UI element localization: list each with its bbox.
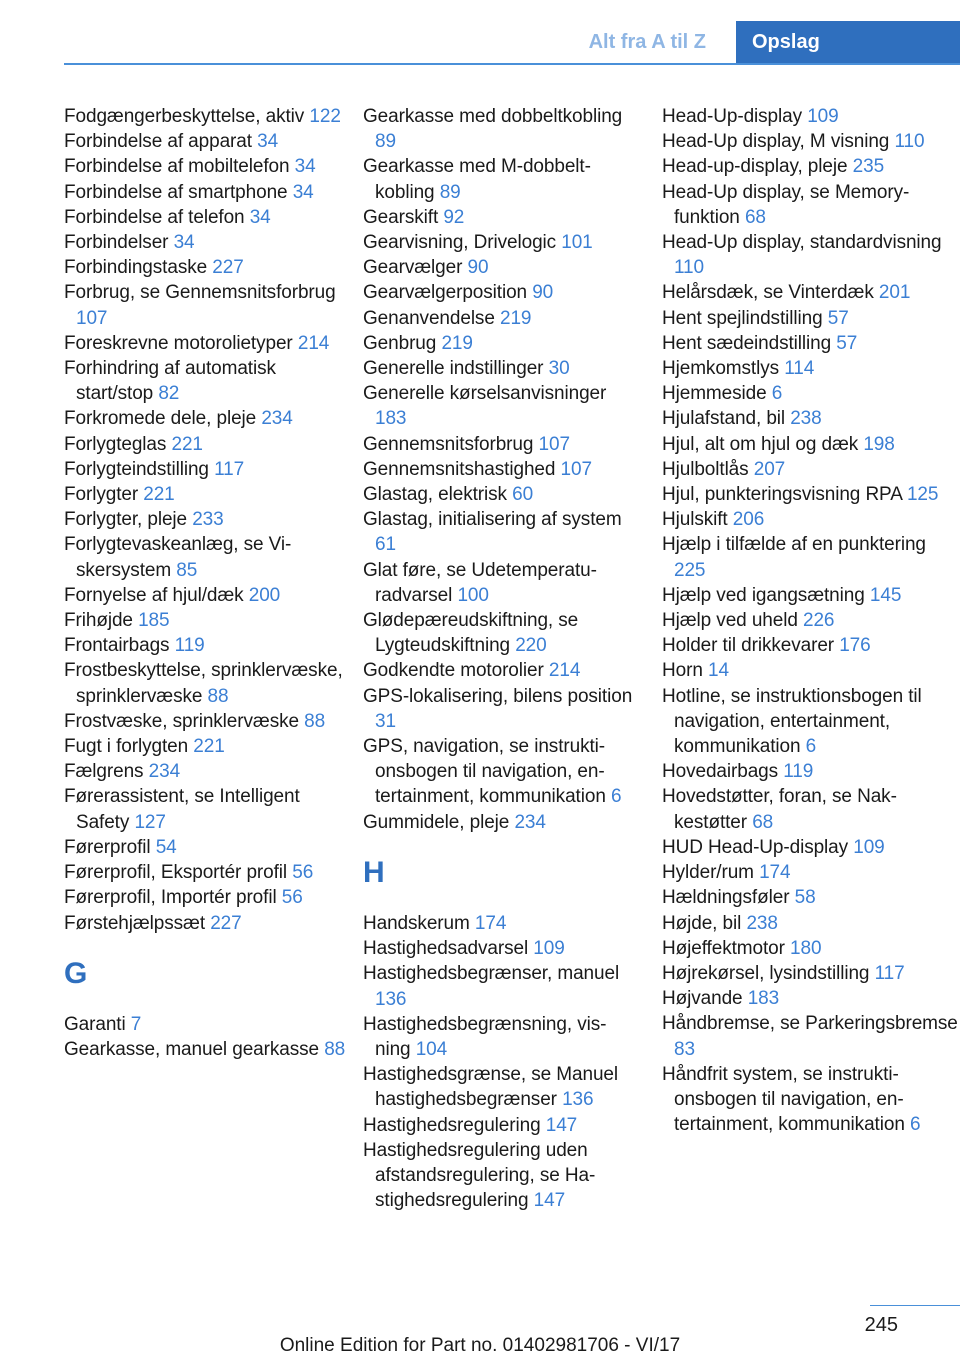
page-reference-link[interactable]: 174 [474, 912, 507, 934]
edition-footer: Online Edition for Part no. 01402981706 - VI/17 [279, 1335, 681, 1356]
index-term: Højrekørsel, lysindstilling [662, 962, 870, 984]
index-term: Genanvendelse [363, 307, 495, 329]
page-reference-link[interactable]: 207 [753, 458, 786, 480]
page-reference-link[interactable]: 58 [794, 887, 816, 909]
page-reference-link[interactable]: 82 [158, 383, 180, 405]
index-entry [662, 583, 960, 608]
index-term: Genbrug [363, 332, 437, 354]
page-reference-link[interactable]: 214 [548, 660, 581, 682]
page-reference-link[interactable]: 145 [869, 584, 902, 606]
page-reference-link[interactable]: 119 [174, 635, 205, 657]
page-reference-link[interactable]: 57 [827, 307, 849, 329]
page-reference-link[interactable]: 200 [248, 584, 281, 606]
index-entry [363, 482, 633, 507]
index-term: Gearvælger [363, 257, 463, 279]
index-term: Gearkasse med M-dobbeltkobling [363, 156, 591, 203]
index-entry [363, 280, 633, 305]
page-reference-link[interactable]: 6 [909, 1114, 921, 1136]
page-reference-link[interactable]: 238 [746, 912, 778, 934]
index-term: Førerassistent, se Intelligent Safety [64, 786, 300, 833]
index-entry [662, 482, 960, 507]
index-entry [64, 759, 354, 784]
page-reference-link[interactable]: 227 [210, 912, 242, 934]
index-entry [662, 658, 960, 683]
page-reference-link[interactable]: 214 [297, 332, 330, 354]
page-reference-link[interactable]: 30 [548, 358, 570, 380]
page-number: 245 [864, 1314, 898, 1336]
index-entry [363, 457, 633, 482]
index-term: HUD Head-Up-display [662, 836, 849, 858]
page-reference-link[interactable]: 110 [894, 131, 925, 153]
page-reference-link[interactable]: 109 [807, 106, 839, 127]
index-term: Generelle indstillinger [363, 358, 544, 380]
page-reference-link[interactable]: 221 [171, 433, 203, 455]
index-term: Head-Up display, M visning [662, 131, 890, 153]
index-entry [64, 583, 354, 608]
page-reference-link[interactable]: 185 [138, 610, 170, 632]
page-reference-link[interactable]: 219 [500, 307, 532, 329]
index-entry [64, 1012, 354, 1037]
page-reference-link[interactable]: 57 [836, 332, 858, 354]
index-entry [662, 860, 960, 885]
page-reference-link[interactable]: 235 [852, 156, 885, 178]
index-term: Gearvælgerposition [363, 282, 528, 304]
page-reference-link[interactable]: 225 [674, 559, 706, 581]
index-entry [662, 331, 960, 356]
index-entry [363, 1138, 633, 1214]
page-reference-link[interactable]: 122 [309, 106, 341, 127]
index-term: Førerprofil, Eksportér profil [64, 862, 288, 884]
index-entry [662, 633, 960, 658]
index-entry [64, 482, 354, 507]
index-term: Forlygter [64, 484, 139, 506]
index-term: Hastighedsgrænse, se Manuel hastighedsbegrænser [363, 1064, 618, 1111]
page-reference-link[interactable]: 54 [155, 836, 177, 858]
index-entry [363, 911, 633, 936]
page-reference-link[interactable]: 107 [538, 433, 570, 455]
index-term: Frontairbags [64, 635, 170, 657]
index-term: Horn [662, 660, 703, 682]
index-column-3 [662, 104, 960, 1137]
page-reference-link[interactable]: 56 [292, 862, 314, 884]
page-reference-link[interactable]: 6 [610, 786, 622, 808]
index-column-2 [363, 104, 633, 1213]
index-term: Forlygteindstilling [64, 458, 209, 480]
index-term: Forhindring af automatisk start/stop [64, 358, 276, 405]
index-term: Førerprofil, Importér profil [64, 887, 277, 909]
index-term: Hent sædeindstilling [662, 332, 832, 354]
index-entry [662, 911, 960, 936]
index-entry [64, 532, 354, 582]
index-entry [662, 1062, 960, 1138]
page-reference-link[interactable]: 31 [375, 710, 396, 732]
index-column-1 [64, 104, 354, 1062]
index-entry [662, 961, 960, 986]
index-term: Foreskrevne motorolietyper [64, 332, 293, 354]
index-entry [64, 230, 354, 255]
page-reference-link[interactable]: 180 [790, 937, 822, 959]
page-reference-link[interactable]: 34 [173, 232, 195, 254]
index-term: Gummidele, pleje [363, 811, 510, 833]
index-letter-heading: G [64, 956, 88, 990]
index-entry [363, 684, 633, 734]
index-term: Frostvæske, sprinklervæske [64, 710, 299, 732]
page-reference-link[interactable]: 117 [874, 962, 905, 984]
page-reference-link[interactable]: 34 [294, 156, 316, 178]
index-term: Hjælp ved uheld [662, 610, 798, 632]
index-entry [662, 356, 960, 381]
page-reference-link[interactable]: 7 [130, 1013, 142, 1035]
index-term: Hent spejlindstilling [662, 307, 823, 329]
index-term: Hældningsføler [662, 887, 790, 909]
page-reference-link[interactable]: 221 [143, 484, 175, 506]
index-entry [363, 331, 633, 356]
index-entry [363, 658, 633, 683]
index-entry [662, 457, 960, 482]
page-reference-link[interactable]: 61 [375, 534, 396, 556]
index-term: Hotline, se instruktionsbogen til navigation, entertainment, kommunikation [662, 685, 922, 758]
index-term: Gennemsnitshastighed [363, 458, 556, 480]
page-reference-link[interactable]: 238 [790, 408, 822, 430]
index-term: Hjulskift [662, 509, 728, 531]
index-entry [64, 507, 354, 532]
index-term: Frihøjde [64, 610, 133, 632]
page-reference-link[interactable]: 198 [863, 433, 895, 455]
index-term: Gearkasse, manuel gearkasse [64, 1038, 319, 1060]
index-term: Hastighedsbegrænser, manuel [363, 963, 620, 985]
index-term: GPS, navigation, se instruktionsbogen til navigation, entertainment, kommunikation [363, 736, 606, 808]
index-entry [662, 1011, 960, 1061]
page-reference-link[interactable]: 221 [193, 736, 225, 758]
index-term: Gearvisning, Drivelogic [363, 232, 557, 254]
index-term: Hjulboltlås [662, 458, 749, 480]
page-reference-link[interactable]: 114 [784, 358, 815, 380]
index-term: Head-Up display, se Memory-funktion [662, 181, 910, 228]
page-reference-link[interactable]: 174 [759, 862, 791, 884]
index-entry [363, 810, 633, 835]
index-term: Generelle kørselsanvisninger [363, 383, 607, 405]
index-term: Helårsdæk, se Vinterdæk [662, 282, 874, 304]
index-entry [363, 558, 633, 608]
page-reference-link[interactable]: 109 [853, 836, 885, 858]
page-reference-link[interactable]: 234 [148, 761, 181, 783]
page-reference-link[interactable]: 90 [467, 257, 489, 279]
page-reference-link[interactable]: 183 [375, 408, 407, 430]
page-reference-link[interactable]: 219 [441, 332, 473, 354]
page-reference-link[interactable]: 201 [878, 282, 911, 304]
index-term: Hjulafstand, bil [662, 408, 786, 430]
index-term: Forbindingstaske [64, 257, 208, 279]
index-term: Hastighedsregulering [363, 1114, 541, 1136]
index-term: Hovedstøtter, foran, se Nakkestøtter [662, 786, 897, 833]
page-reference-link[interactable]: 119 [783, 761, 814, 783]
index-entry [662, 280, 960, 305]
page-reference-link[interactable]: 220 [515, 635, 547, 657]
index-term: Hastighedsregulering uden afstandsregulering, se Hastighedsregulering [363, 1139, 596, 1212]
index-term: Håndfrit system, se instruktionsbogen til navigation, entertainment, kommunikation [662, 1063, 905, 1136]
index-term: Gearskift [363, 206, 439, 228]
index-entry [363, 1062, 633, 1112]
page-reference-link[interactable]: 104 [415, 1038, 448, 1060]
index-term: Hastighedsbegrænsning, visning [363, 1013, 607, 1060]
section-title: Alt fra A til Z [588, 31, 706, 53]
index-term: Førerprofil [64, 836, 151, 858]
index-term: Forbindelse af mobiltelefon [64, 156, 290, 178]
page-reference-link[interactable]: 92 [443, 206, 465, 228]
index-entry [64, 457, 354, 482]
index-term: Handskerum [363, 912, 470, 934]
index-entry [363, 432, 633, 457]
page-reference-link[interactable]: 85 [176, 559, 198, 581]
page-reference-link[interactable]: 34 [249, 206, 271, 228]
index-term: Gennemsnitsforbrug [363, 433, 534, 455]
index-entry [64, 709, 354, 734]
page-reference-link[interactable]: 183 [747, 988, 780, 1010]
page-reference-link[interactable]: 89 [375, 131, 396, 153]
index-term: Gearkasse med dobbeltkobling [363, 106, 623, 127]
index-term: Fugt i forlygten [64, 736, 189, 758]
index-entry [64, 280, 354, 330]
page-reference-link[interactable]: 125 [906, 484, 939, 506]
index-entry [363, 1113, 633, 1138]
index-entry [363, 961, 633, 1011]
index-term: Hjul, punkteringsvisning RPA [662, 484, 902, 506]
index-entry [363, 1012, 633, 1062]
index-entry [64, 784, 354, 834]
index-entry [363, 154, 633, 204]
index-term: Frostbeskyttelse, sprinklervæske, sprinklervæske [64, 660, 343, 707]
page-reference-link[interactable]: 233 [192, 509, 224, 531]
index-entry [64, 356, 354, 406]
index-entry [363, 356, 633, 381]
index-entry [64, 154, 354, 179]
index-entry [662, 986, 960, 1011]
index-entry [64, 658, 354, 708]
page-reference-link[interactable]: 127 [134, 811, 166, 833]
page-reference-link[interactable]: 89 [439, 181, 461, 203]
page-reference-link[interactable]: 68 [752, 811, 774, 833]
index-entry [662, 885, 960, 910]
index-term: Forbindelse af telefon [64, 206, 245, 228]
index-entry [363, 306, 633, 331]
page-reference-link[interactable]: 56 [281, 887, 303, 909]
index-entry [363, 608, 633, 658]
page-reference-link[interactable]: 6 [771, 383, 783, 405]
page-reference-link[interactable]: 206 [732, 509, 765, 531]
index-entry [64, 180, 354, 205]
page-reference-link[interactable]: 226 [803, 610, 835, 632]
index-term: Holder til drikkevarer [662, 635, 835, 657]
index-term: Hjælp i tilfælde af en punktering [662, 534, 926, 556]
index-entry [363, 507, 633, 557]
index-entry [64, 129, 354, 154]
index-term: Højde, bil [662, 912, 742, 934]
page-reference-link[interactable]: 110 [674, 257, 704, 279]
footer-rule [870, 1305, 960, 1306]
page-reference-link[interactable]: 68 [744, 206, 766, 228]
page-reference-link[interactable]: 147 [545, 1114, 578, 1136]
index-entry [64, 406, 354, 431]
page-header [64, 21, 960, 65]
index-term: Hylder/rum [662, 862, 754, 884]
index-entry [662, 507, 960, 532]
page-reference-link[interactable]: 107 [560, 458, 592, 480]
index-entry [64, 835, 354, 860]
index-term: Forlygter, pleje [64, 509, 188, 531]
index-term: Fornyelse af hjul/dæk [64, 584, 244, 606]
index-entry [363, 230, 633, 255]
index-term: Head-Up-display [662, 106, 803, 127]
index-term: Forlygtevaskeanlæg, se Viskersystem [64, 534, 292, 581]
index-entry [662, 104, 960, 129]
page-reference-link[interactable]: 88 [324, 1038, 346, 1060]
index-entry [64, 633, 354, 658]
index-term: Glastag, initialisering af system [363, 509, 622, 531]
page-reference-link[interactable]: 34 [257, 131, 279, 153]
index-entry [662, 432, 960, 457]
index-term: Forbrug, se Gennemsnitsforbrug [64, 282, 336, 304]
page-reference-link[interactable]: 14 [707, 660, 729, 682]
page-reference-link[interactable]: 88 [304, 710, 326, 732]
index-term: Hovedairbags [662, 761, 779, 783]
page-reference-link[interactable]: 176 [839, 635, 871, 657]
index-entry [64, 911, 354, 936]
page-reference-link[interactable]: 90 [532, 282, 554, 304]
index-term: Hjemmeside [662, 383, 767, 405]
index-entry [363, 734, 633, 810]
index-entry [64, 1037, 354, 1062]
page-reference-link[interactable]: 136 [562, 1089, 594, 1111]
index-entry [662, 306, 960, 331]
index-entry [363, 255, 633, 280]
section-tab: Opslag [736, 21, 960, 63]
index-entry [662, 936, 960, 961]
page-reference-link[interactable]: 227 [212, 257, 244, 279]
index-term: Head-up-display, pleje [662, 156, 848, 178]
index-term: Håndbremse, se Parkeringsbremse [662, 1013, 958, 1035]
page-reference-link[interactable]: 147 [533, 1190, 566, 1212]
page-reference-link[interactable]: 83 [674, 1038, 695, 1060]
index-entry [64, 860, 354, 885]
index-entry [64, 734, 354, 759]
index-entry [662, 180, 960, 230]
index-entry [662, 230, 960, 280]
index-entry [64, 205, 354, 230]
index-entry [363, 205, 633, 230]
index-term: Hjemkomstlys [662, 358, 780, 380]
index-term: GPS-lokalisering, bilens position [363, 685, 633, 707]
index-term: Hjælp ved igangsætning [662, 584, 865, 606]
page-reference-link[interactable]: 234 [261, 408, 293, 430]
index-entry [363, 936, 633, 961]
index-entry [662, 381, 960, 406]
index-entry [662, 532, 960, 582]
index-entry [662, 406, 960, 431]
index-entry [64, 331, 354, 356]
index-entry [662, 608, 960, 633]
index-term: Fodgængerbeskyttelse, aktiv [64, 106, 305, 127]
index-entry [64, 432, 354, 457]
index-term: Garanti [64, 1013, 126, 1035]
index-entry [64, 255, 354, 280]
index-term: Glødepæreudskiftning, se Lygteudskiftning [363, 610, 579, 657]
index-term: Førstehjælpssæt [64, 912, 206, 934]
index-term: Head-Up display, standardvisning [662, 232, 942, 254]
index-term: Forkromede dele, pleje [64, 408, 257, 430]
page-reference-link[interactable]: 88 [207, 685, 229, 707]
index-entry [64, 885, 354, 910]
page-reference-link[interactable]: 117 [214, 458, 245, 480]
page-reference-link[interactable]: 100 [457, 584, 489, 606]
index-term: Forbindelse af apparat [64, 131, 252, 153]
page-reference-link[interactable]: 109 [533, 938, 565, 960]
page-reference-link[interactable]: 34 [292, 181, 314, 203]
page-reference-link[interactable]: 60 [512, 484, 534, 506]
index-term: Højvande [662, 988, 743, 1010]
index-entry [363, 104, 633, 154]
index-term: Glastag, elektrisk [363, 484, 507, 506]
index-term: Forbindelser [64, 232, 169, 254]
index-entry [662, 835, 960, 860]
index-term: Forbindelse af smartphone [64, 181, 288, 203]
index-term: Højeffektmotor [662, 937, 785, 959]
index-term: Hastighedsadvarsel [363, 938, 529, 960]
index-entry [662, 784, 960, 834]
index-entry [64, 104, 354, 129]
page-reference-link[interactable]: 101 [561, 232, 593, 254]
index-entry [662, 759, 960, 784]
index-term: Godkendte motorolier [363, 660, 544, 682]
index-entry [662, 684, 960, 760]
index-term: Glat føre, se Udetemperaturadvarsel [363, 559, 597, 606]
index-entry [662, 129, 960, 154]
page-reference-link[interactable]: 234 [514, 811, 546, 833]
index-entry [662, 154, 960, 179]
index-letter-heading: H [363, 855, 385, 889]
page-reference-link[interactable]: 6 [805, 736, 817, 758]
index-term: Forlygteglas [64, 433, 167, 455]
index-term: Fælgrens [64, 761, 144, 783]
page-reference-link[interactable]: 107 [76, 307, 108, 329]
index-entry [64, 608, 354, 633]
index-term: Hjul, alt om hjul og dæk [662, 433, 859, 455]
page-reference-link[interactable]: 136 [375, 988, 407, 1010]
index-entry [363, 381, 633, 431]
